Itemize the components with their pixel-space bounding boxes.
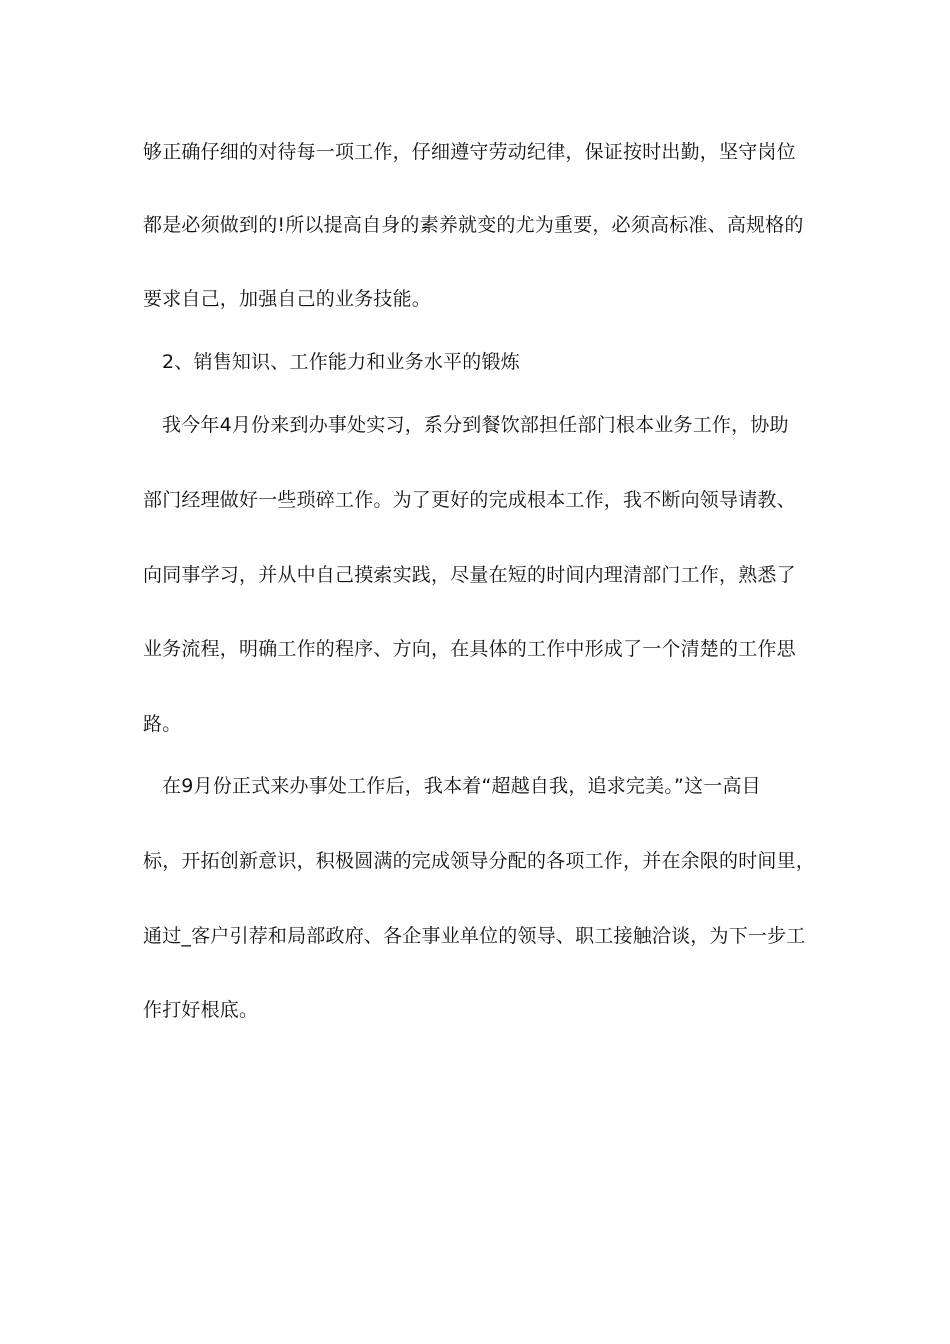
paragraph-line: 通过_客户引荐和局部政府、各企事业单位的领导、职工接触洽谈，为下一步工	[143, 925, 806, 947]
section-heading: 2、销售知识、工作能力和业务水平的锻炼	[162, 351, 520, 373]
paragraph-line: 向同事学习，并从中自己摸索实践，尽量在短的时间内理清部门工作，熟悉了	[143, 564, 796, 586]
paragraph-line: 标，开拓创新意识，积极圆满的完成领导分配的各项工作，并在余限的时间里，	[143, 850, 816, 872]
paragraph-line: 部门经理做好一些琐碎工作。为了更好的完成根本工作，我不断向领导请教、	[143, 489, 796, 511]
paragraph-line: 路。	[143, 713, 182, 735]
paragraph-line: 要求自己，加强自己的业务技能。	[143, 288, 432, 310]
paragraph-line: 业务流程，明确工作的程序、方向，在具体的工作中形成了一个清楚的工作思	[143, 638, 796, 660]
paragraph-line: 作打好根底。	[143, 999, 259, 1021]
paragraph-line: 都是必须做到的!所以提高自身的素养就变的尤为重要，必须高标准、高规格的	[143, 214, 804, 236]
paragraph-line: 我今年4月份来到办事处实习，系分到餐饮部担任部门根本业务工作，协助	[162, 414, 789, 436]
paragraph-line: 在9月份正式来办事处工作后，我本着“超越自我，追求完美。”这一高目	[162, 775, 761, 797]
paragraph-line: 够正确仔细的对待每一项工作，仔细遵守劳动纪律，保证按时出勤，坚守岗位	[143, 141, 796, 163]
